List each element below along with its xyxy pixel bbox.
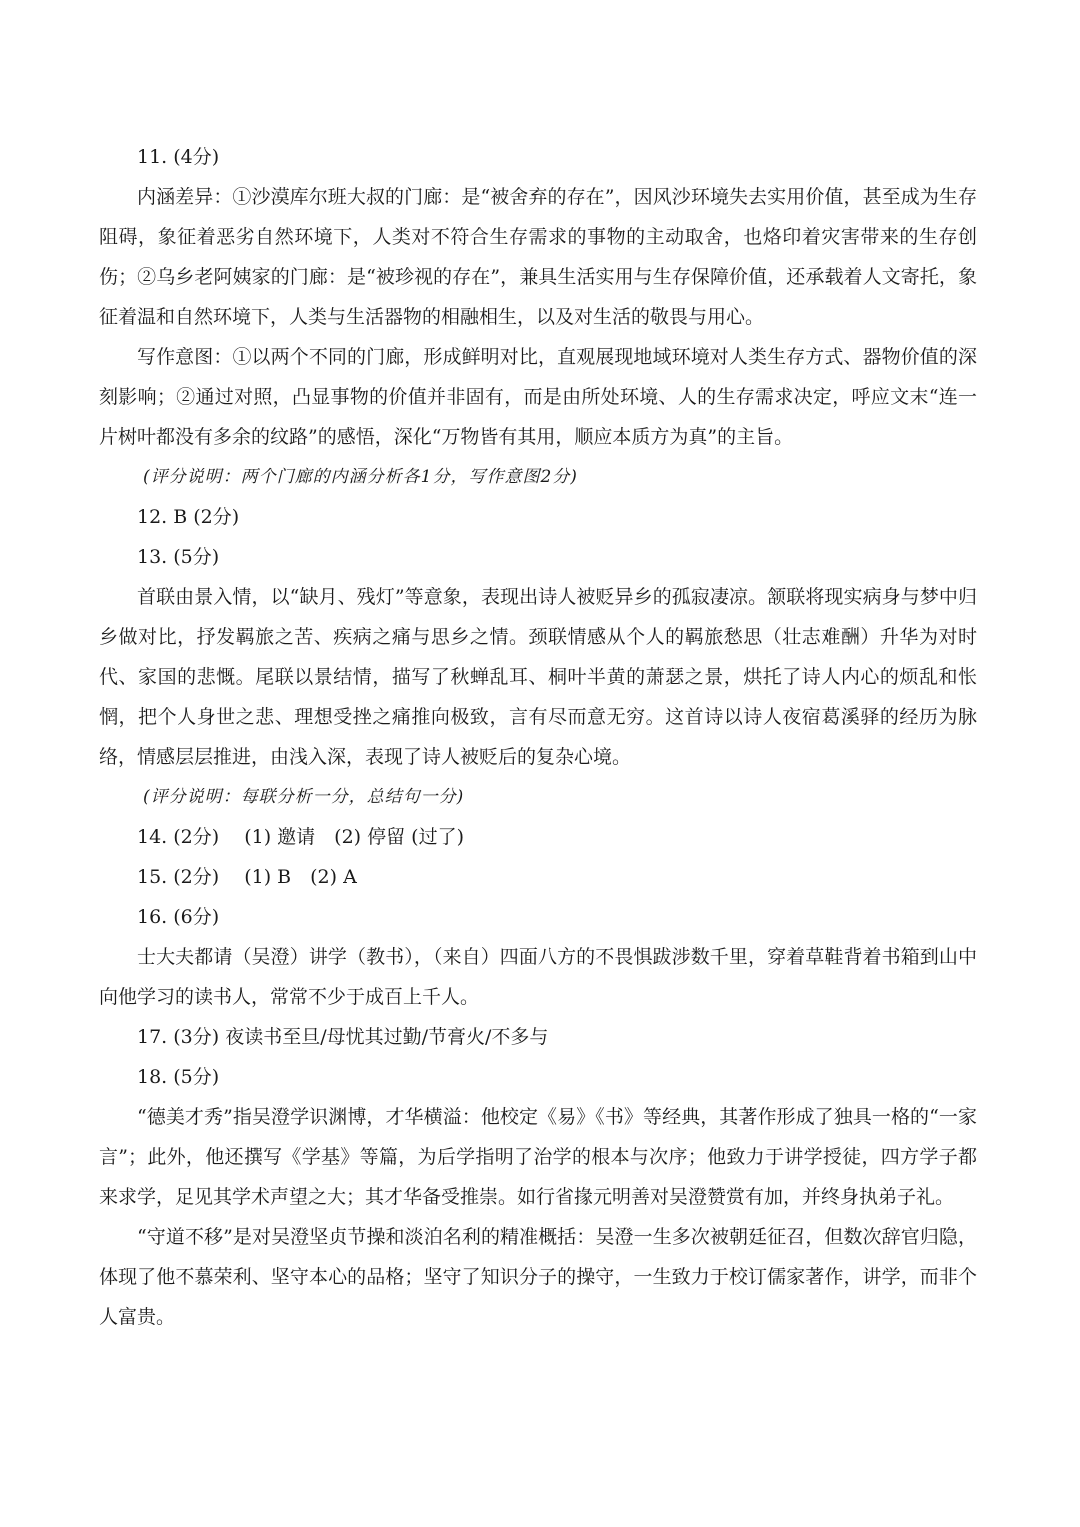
answer-content	[99, 137, 977, 1337]
q13-heading: 13. (5分)	[137, 546, 220, 568]
q18-paragraph-integrity: “守道不移”是对吴澄坚贞节操和淡泊名利的精准概括：吴澄一生多次被朝廷征召，但数次辞官归隐，体现了他不慕荣利、坚守本心的品格；坚守了知识分子的操守，一生致力于校订儒家著作，讲学，而非个人富贵。	[99, 1226, 977, 1328]
q15-heading: 15. (2分) (1) B (2) A	[137, 866, 357, 888]
q11-heading: 11. (4分)	[137, 146, 220, 168]
q16-heading: 16. (6分)	[137, 906, 220, 928]
q12-heading: 12. B (2分)	[137, 506, 240, 528]
q17-heading: 17. (3分) 夜读书至旦/母忧其过勤/节膏火/不多与	[137, 1026, 549, 1048]
q18-paragraph-virtue: “德美才秀”指吴澄学识渊博，才华横溢：他校定《易》《书》等经典，其著作形成了独具一格的“一家言”；此外，他还撰写《学基》等篇，为后学指明了治学的根本与次序；他致力于讲学授徒，四方学子都来求学，足见其学术声望之大；其才华备受推崇。如行省掾元明善对吴澄赞赏有加，并终身执弟子礼。	[99, 1106, 977, 1208]
q13-paragraph-analysis: 首联由景入情，以“缺月、残灯”等意象，表现出诗人被贬异乡的孤寂凄凉。颔联将现实病身与梦中归乡做对比，抒发羁旅之苦、疾病之痛与思乡之情。颈联情感从个人的羁旅愁思（壮志难酬）升华为对时代、家国的悲慨。尾联以景结情，描写了秋蝉乱耳、桐叶半黄的萧瑟之景，烘托了诗人内心的烦乱和怅惘，把个人身世之悲、理想受挫之痛推向极致，言有尽而意无穷。这首诗以诗人夜宿葛溪驿的经历为脉络，情感层层推进，由浅入深，表现了诗人被贬后的复杂心境。	[99, 586, 977, 768]
q11-scoring-note: (评分说明：两个门廊的内涵分析各1分，写作意图2分)	[143, 467, 578, 487]
q16-paragraph-translation: 士大夫都请（吴澄）讲学（教书），（来自）四面八方的不畏惧跋涉数千里，穿着草鞋背着书箱到山中向他学习的读书人，常常不少于成百上千人。	[99, 946, 977, 1008]
q11-paragraph-meaning: 内涵差异：①沙漠库尔班大叔的门廊：是“被舍弃的存在”，因风沙环境失去实用价值，甚至成为生存阻碍，象征着恶劣自然环境下，人类对不符合生存需求的事物的主动取舍，也烙印着灾害带来的生存创伤；②乌乡老阿姨家的门廊：是“被珍视的存在”，兼具生活实用与生存保障价值，还承载着人文寄托，象征着温和自然环境下，人类与生活器物的相融相生，以及对生活的敬畏与用心。	[99, 186, 977, 328]
q13-scoring-note: (评分说明：每联分析一分，总结句一分)	[143, 787, 465, 807]
q11-paragraph-intent: 写作意图：①以两个不同的门廊，形成鲜明对比，直观展现地域环境对人类生存方式、器物价值的深刻影响；②通过对照，凸显事物的价值并非固有，而是由所处环境、人的生存需求决定，呼应文末“连一片树叶都没有多余的纹路”的感悟，深化“万物皆有其用，顺应本质方为真”的主旨。	[99, 346, 977, 448]
q14-heading: 14. (2分) (1) 邀请 (2) 停留 (过了)	[137, 826, 464, 848]
q18-heading: 18. (5分)	[137, 1066, 220, 1088]
